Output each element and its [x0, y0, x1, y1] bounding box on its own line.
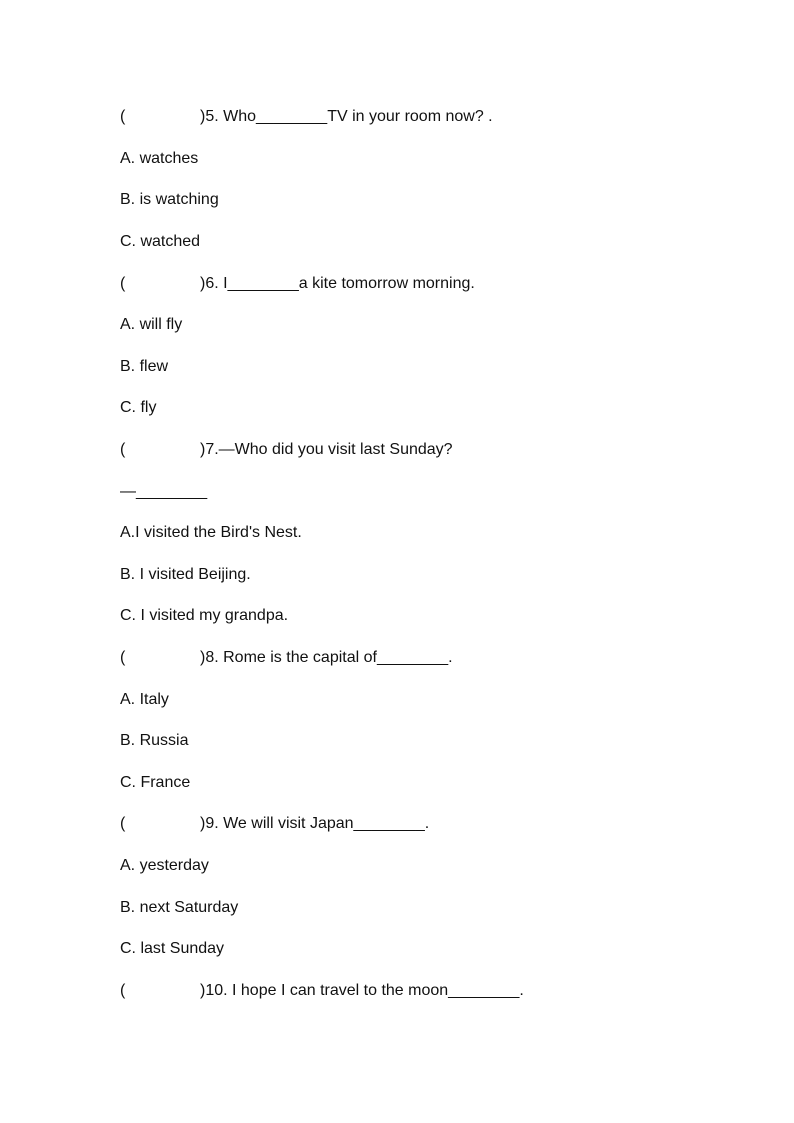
- option: C. I visited my grandpa.: [120, 607, 289, 624]
- question-text: )10. I hope I can travel to the moon________.: [200, 982, 524, 999]
- question-5: [120, 105, 493, 129]
- option: A. yesterday: [120, 857, 209, 874]
- option: B. next Saturday: [120, 899, 239, 916]
- answer-paren: (: [120, 649, 126, 666]
- option: C. last Sunday: [120, 940, 225, 957]
- question-text: )8. Rome is the capital of________.: [200, 649, 453, 666]
- answer-paren: (: [120, 108, 126, 125]
- answer-line: —________: [120, 483, 208, 500]
- question-text: )9. We will visit Japan________.: [200, 815, 430, 832]
- answer-paren: (: [120, 441, 126, 458]
- option: B. flew: [120, 358, 169, 375]
- question-text: )7.—Who did you visit last Sunday?: [200, 441, 453, 458]
- option: A. will fly: [120, 316, 183, 333]
- option: A.I visited the Bird's Nest.: [120, 524, 302, 541]
- option: A. watches: [120, 150, 199, 167]
- question-text: )6. I________a kite tomorrow morning.: [200, 275, 475, 292]
- option: C. fly: [120, 399, 157, 416]
- option: B. is watching: [120, 191, 219, 208]
- answer-paren: (: [120, 815, 126, 832]
- answer-paren: (: [120, 275, 126, 292]
- option: B. I visited Beijing.: [120, 566, 251, 583]
- question-10: [120, 979, 524, 1003]
- question-8: [120, 646, 453, 670]
- question-6: [120, 272, 475, 296]
- option: C. watched: [120, 233, 201, 250]
- option: A. Italy: [120, 691, 169, 708]
- question-9: [120, 812, 429, 836]
- answer-paren: (: [120, 982, 126, 999]
- option: B. Russia: [120, 732, 189, 749]
- option: C. France: [120, 774, 191, 791]
- question-text: )5. Who________TV in your room now? .: [200, 108, 493, 125]
- question-7: [120, 438, 453, 462]
